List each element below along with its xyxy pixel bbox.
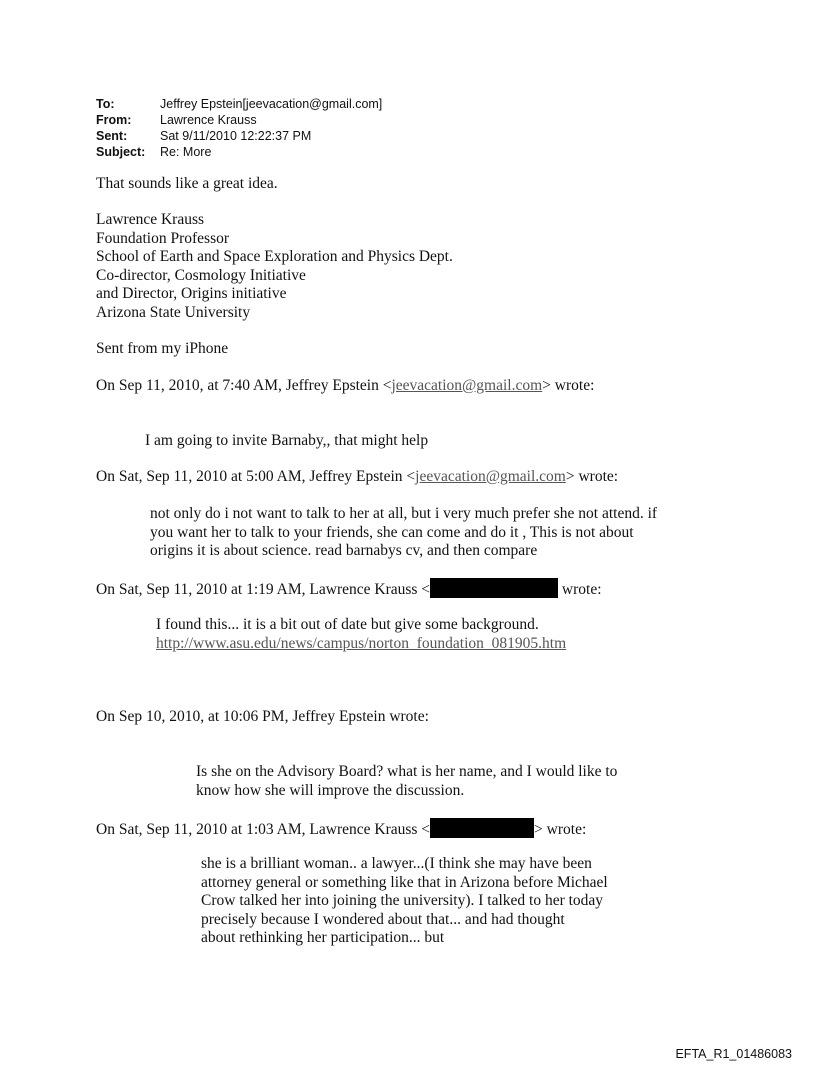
message-5 [201,855,608,948]
redaction-bar [430,578,558,598]
quote-header-2-post: > wrote: [565,468,619,485]
signature-line: School of Earth and Space Exploration and Physics Dept. [96,248,453,265]
signature-block [96,211,453,322]
message-4-line: know how she will improve the discussion. [196,781,465,799]
message-5-line: she is a brilliant woman.. a lawyer...(I think she may have been [201,855,592,872]
quote-header-5-pre: On Sat, Sep 11, 2010 at 1:03 AM, Lawrence Krauss < [96,821,431,838]
redaction-bar [430,818,534,838]
quote-header-1-pre: On Sep 11, 2010, at 7:40 AM, Jeffrey Epstein < [96,377,392,394]
message-5-line: precisely because I wondered about that... and had thought [201,910,565,928]
message-2-line: you want her to talk to your friends, she can come and do it , This is not about [150,523,634,541]
from-row [96,112,382,128]
quote-header-2-pre: On Sat, Sep 11, 2010 at 5:00 AM, Jeffrey Epstein < [96,468,416,485]
email-header [96,96,382,160]
quote-header-1 [96,377,594,396]
reply-text: That sounds like a great idea. [96,175,278,192]
message-5-line: about rethinking her participation... but [201,929,445,946]
subject-label: Subject: [96,145,146,159]
signature-line: Lawrence Krauss [96,211,205,228]
signature-line: Foundation Professor [96,229,230,247]
message-5-line: attorney general or something like that in Arizona before Michael [201,873,608,891]
quote-header-1-post: > wrote: [542,377,595,394]
quote-header-3-pre: On Sat, Sep 11, 2010 at 1:19 AM, Lawrence Krauss < [96,581,431,598]
email-link[interactable]: jeevacation@gmail.com [391,377,543,394]
news-link[interactable]: http://www.asu.edu/news/campus/norton_foundation_081905.htm [156,634,567,652]
message-2-line: origins it is about science. read barnabys cv, and then compare [150,542,538,559]
message-3-text: I found this... it is a bit out of date but give some background. [156,616,539,633]
document-id: EFTA_R1_01486083 [675,1047,792,1061]
subject-value: Re: More [160,145,212,159]
sent-from-line: Sent from my iPhone [96,340,229,357]
quote-header-3-post: wrote: [561,581,602,598]
message-2 [150,505,657,561]
signature-line: and Director, Origins initiative [96,285,287,302]
message-5-line: Crow talked her into joining the university). I talked to her today [201,892,604,909]
sent-row [96,128,382,144]
signature-line: Co-director, Cosmology Initiative [96,266,306,284]
message-2-line: not only do i not want to talk to her at all, but i very much prefer she not attend. if [150,505,658,522]
sent-label: Sent: [96,129,128,143]
message-4 [196,763,617,800]
quote-header-3 [96,578,602,600]
email-link[interactable]: jeevacation@gmail.com [415,468,566,485]
to-row [96,96,382,112]
message-3 [156,616,566,653]
to-value: Jeffrey Epstein[jeevacation@gmail.com] [160,97,383,111]
quote-header-4: On Sep 10, 2010, at 10:06 PM, Jeffrey Epstein wrote: [96,708,429,725]
quote-header-2 [96,468,618,487]
signature-line: Arizona State University [96,303,251,321]
message-1: I am going to invite Barnaby,, that might help [145,432,429,449]
message-4-line: Is she on the Advisory Board? what is her name, and I would like to [196,763,618,780]
from-label: From: [96,113,132,127]
sent-value: Sat 9/11/2010 12:22:37 PM [160,129,312,143]
subject-row [96,144,382,160]
from-value: Lawrence Krauss [160,113,257,127]
quote-header-5-post: > wrote: [534,821,587,838]
to-label: To: [96,97,115,111]
quote-header-5 [96,818,586,840]
